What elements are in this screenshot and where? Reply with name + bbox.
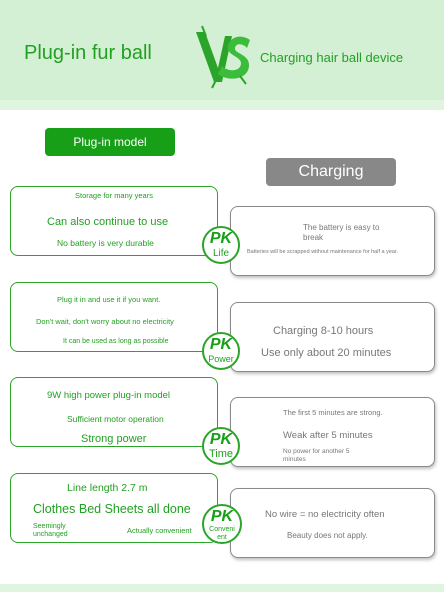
time-plug-line-2: Sufficient motor operation xyxy=(67,414,164,424)
power-charge-line-2: Use only about 20 minutes xyxy=(261,347,392,359)
header-divider xyxy=(0,100,444,110)
plug-in-model-label: Plug-in model xyxy=(45,128,175,156)
pk-power-badge xyxy=(202,332,240,370)
pk-life-badge xyxy=(202,226,240,264)
life-plug-line-2: Can also continue to use xyxy=(47,216,169,228)
time-charge-line-1: The first 5 minutes are strong. xyxy=(283,408,383,417)
time-plug-card xyxy=(10,377,218,447)
pk-time-sub: Time xyxy=(208,448,234,460)
pk-life-text: PK xyxy=(209,230,233,247)
power-charge-line-1: Charging 8-10 hours xyxy=(273,325,374,337)
life-plug-card xyxy=(10,186,218,256)
pk-power-text: PK xyxy=(209,336,233,353)
charging-label: Charging xyxy=(266,158,396,186)
convenient-plug-line-1: Line length 2.7 m xyxy=(67,482,148,494)
convenient-plug-line-2: Clothes Bed Sheets all done xyxy=(33,502,191,516)
life-charge-line-1: The battery is easy to break xyxy=(303,223,380,242)
life-plug-line-1: Storage for many years xyxy=(75,191,153,200)
convenient-plug-line-3: Seemingly unchanged xyxy=(33,523,68,538)
pk-convenient-text: PK xyxy=(210,508,234,525)
footer-band xyxy=(0,584,444,592)
power-plug-line-2: Don't wait, don't worry about no electricity xyxy=(36,317,174,326)
pk-time-text: PK xyxy=(209,431,233,448)
power-charge-card xyxy=(230,302,435,372)
time-charge-line-2: Weak after 5 minutes xyxy=(283,430,373,441)
power-plug-card xyxy=(10,282,218,352)
time-plug-line-3: Strong power xyxy=(81,433,147,445)
life-plug-line-3: No battery is very durable xyxy=(57,238,154,248)
power-plug-line-1: Plug it in and use it if you want. xyxy=(57,295,161,304)
life-charge-card xyxy=(230,206,435,276)
time-charge-line-3: No power for another 5 minutes xyxy=(283,448,350,463)
pk-life-sub: Life xyxy=(212,248,230,259)
vs-logo-icon xyxy=(192,22,252,92)
power-plug-line-3: It can be used as long as possible xyxy=(63,338,169,345)
pk-convenient-badge xyxy=(202,504,242,544)
convenient-charge-card xyxy=(230,488,435,558)
convenient-plug-card xyxy=(10,473,218,543)
header-banner xyxy=(0,0,444,100)
convenient-charge-line-1: No wire = no electricity often xyxy=(265,509,385,520)
convenient-charge-line-2: Beauty does not apply. xyxy=(287,531,368,540)
convenient-plug-line-4: Actually convenient xyxy=(127,526,192,535)
time-plug-line-1: 9W high power plug-in model xyxy=(47,390,171,401)
life-charge-line-2: Batteries will be scrapped without maintenance for half a year. xyxy=(247,249,399,255)
pk-time-badge xyxy=(202,427,240,465)
charging-title: Charging hair ball device xyxy=(260,50,404,65)
plug-in-title: Plug-in fur ball xyxy=(24,42,152,64)
pk-convenient-sub: Conveni ent xyxy=(209,526,235,541)
pk-power-sub: Power xyxy=(208,354,234,364)
time-charge-card xyxy=(230,397,435,467)
